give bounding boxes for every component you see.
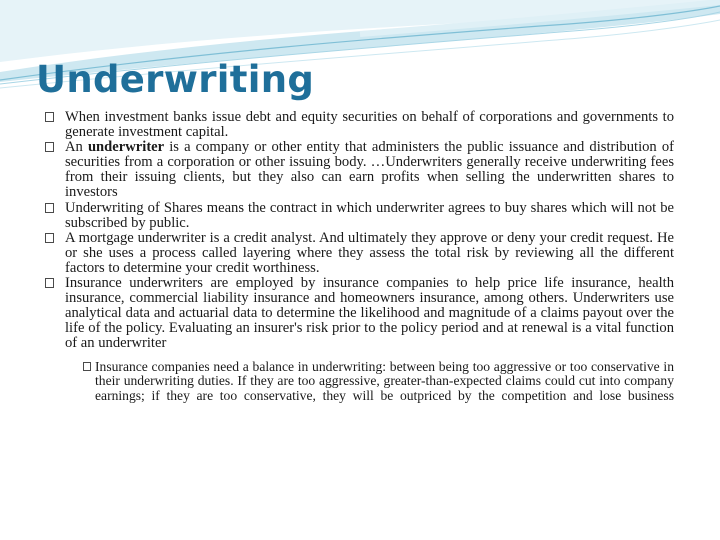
bullet-text: is a company or other entity that administers the public issuance and distribution of securities from a corporation or other issuing body. …Underwriters generally receive underwriting fees from their issuing clients, but they also can earn profits when selling the underwritten shares to investors (65, 139, 674, 201)
bullet-item (45, 140, 674, 200)
sub-bullet-item (65, 360, 674, 404)
slide-body (45, 110, 674, 404)
bullet-box-icon (45, 112, 54, 122)
bullet-item (45, 276, 674, 404)
bullet-list (45, 110, 674, 404)
bullet-text: A mortgage underwriter is a credit analyst. And ultimately they approve or deny your credit request. He or she uses a process called layering where they assess the total risk by reviewing all the different factors to determine your credit worthiness. (65, 229, 674, 276)
bullet-box-icon (45, 233, 54, 243)
bullet-prefix: An (65, 139, 88, 156)
bullet-item (45, 110, 674, 140)
bullet-text: Insurance underwriters are employed by insurance companies to help price life insurance, health insurance, commercial liability insurance and homeowners insurance, among others. Underwriters use analytical data and actuarial data to determine the likelihood and magnitude of a claims payout over the life of the policy. Evaluating an insurer's risk prior to the policy period and at renewal is a vital function of an underwriter (65, 275, 674, 352)
bullet-text: When investment banks issue debt and equity securities on behalf of corporations and governments to generate investment capital. (65, 109, 674, 141)
sub-bullet-text: Insurance companies need a balance in underwriting: between being too aggressive or too conservative in their underwriting duties. If they are too aggressive, greater-than-expected claims could cut into company earnings; if they are too conservative, they will be outpriced by the competition and lose business (95, 358, 674, 404)
slide-title: Underwriting (36, 58, 315, 101)
bullet-box-icon (83, 362, 91, 371)
bullet-term: underwriter (87, 139, 165, 156)
bullet-item (45, 201, 674, 231)
bullet-box-icon (45, 278, 54, 288)
sub-bullet-list (65, 360, 674, 404)
bullet-text: Underwriting of Shares means the contract in which underwriter agrees to buy shares which will not be subscribed by public. (65, 199, 674, 231)
bullet-box-icon (45, 203, 54, 213)
bullet-box-icon (45, 142, 54, 152)
bullet-item (45, 231, 674, 276)
